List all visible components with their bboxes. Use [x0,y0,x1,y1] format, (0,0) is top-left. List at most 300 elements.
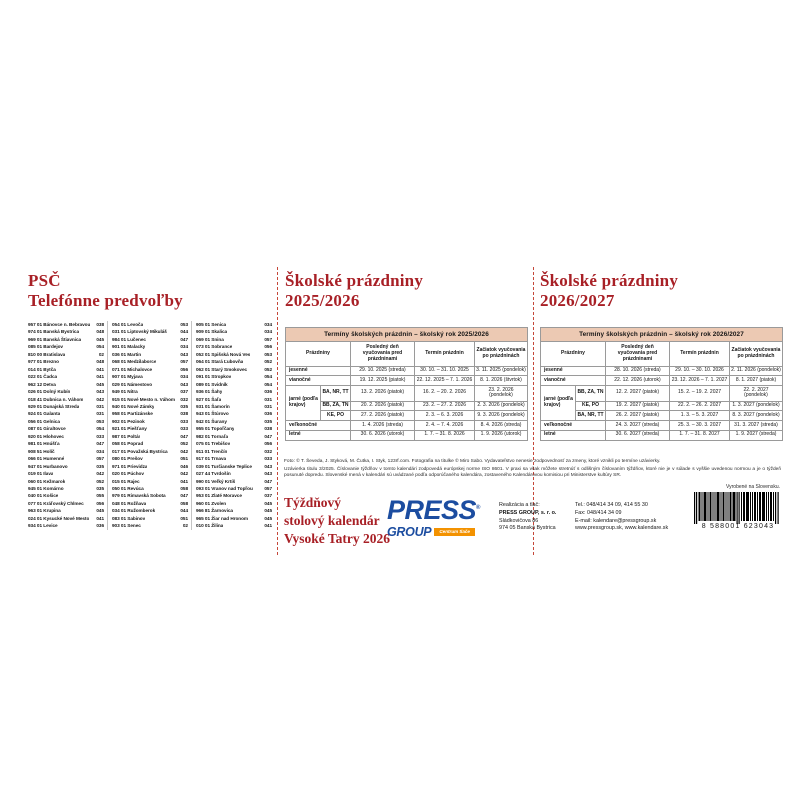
psc-phone-prefix: 056 [180,366,188,372]
psc-row [28,351,104,358]
psc-phone-prefix: 034 [180,344,188,350]
psc-city: 069 01 Snina [196,336,224,342]
holiday-row [541,366,783,376]
psc-city: 903 01 Senec [112,523,141,529]
publisher-block [499,502,556,533]
contact-block [575,502,668,533]
psc-row [196,373,272,380]
holiday-term: 22. 12. 2025 – 7. 1. 2026 [415,376,475,386]
psc-city: 015 01 Rajec [112,478,140,484]
school-restart: 1. 9. 2026 (utorok) [475,430,528,440]
psc-row [112,478,188,485]
psc-row [28,381,104,388]
psc-row [196,500,272,507]
publisher-city: 974 05 Banská Bystrica [499,525,556,532]
psc-city: 929 01 Dunajská Streda [28,403,80,409]
publisher-street: Sládkovičova 86 [499,517,539,524]
psc-city: 974 01 Banská Bystrica [28,329,80,335]
psc-phone-prefix: 034 [264,329,272,335]
psc-phone-prefix: 048 [96,359,104,365]
holiday-term: 1. 7. – 31. 8. 2027 [670,430,730,440]
psc-city: 963 01 Krupina [28,508,61,514]
psc-row [196,358,272,365]
psc-city: 062 01 Starý Smokovec [196,366,248,372]
psc-phone-prefix: 038 [96,322,104,327]
psc-phone-prefix: 035 [96,485,104,491]
holiday-row [541,430,783,440]
psc-city: 921 01 Piešťany [112,426,147,432]
psc-phone-prefix: 035 [180,403,188,409]
psc-row [196,321,272,328]
psc-city: 014 01 Bytča [28,366,56,372]
psc-city: 915 01 Nové Mesto n. Váhom [112,396,176,402]
region-group: BB, ZA, TN [321,401,351,411]
holiday-row [286,386,528,402]
school-restart: 8. 3. 2027 (pondelok) [730,411,783,421]
psc-phone-prefix: 057 [180,359,188,365]
psc-city: 943 01 Štúrovo [196,411,229,417]
psc-city: 960 01 Zvolen [196,500,227,506]
psc-row [112,358,188,365]
psc-row [28,470,104,477]
psc-phone-prefix: 054 [96,344,104,350]
col-header-prazdniny: Prázdniny [286,342,351,366]
psc-row [112,522,188,529]
psc-phone-prefix: 043 [180,351,188,357]
psc-title-line2: Telefónne predvoľby [28,291,183,311]
psc-row [112,403,188,410]
psc-city: 040 01 Košice [28,493,59,499]
psc-city: 936 01 Šahy [196,389,223,395]
psc-phone-prefix: 057 [264,336,272,342]
psc-city: 029 01 Námestovo [112,381,153,387]
psc-phone-prefix: 045 [264,500,272,506]
psc-row [196,470,272,477]
psc-row [196,440,272,447]
psc-city: 979 01 Rimavská Sobota [112,493,166,499]
psc-city: 075 01 Trebišov [196,441,231,447]
psc-row [28,485,104,492]
col-header-prazdniny: Prázdniny [541,342,606,366]
psc-city: 048 01 Rožňava [112,500,147,506]
psc-phone-prefix: 058 [180,485,188,491]
psc-row [28,440,104,447]
holiday-name: letné [541,430,606,440]
school-restart: 8. 1. 2026 (štvrtok) [475,376,528,386]
psc-row [196,343,272,350]
psc-row [28,448,104,455]
psc-row [28,433,104,440]
holiday-row [286,411,528,421]
psc-phone-prefix: 047 [264,478,272,484]
psc-city: 934 01 Levice [28,523,58,529]
psc-row [196,351,272,358]
psc-row [196,336,272,343]
psc-phone-prefix: 052 [264,366,272,372]
psc-row [112,328,188,335]
psc-phone-prefix: 041 [96,366,104,372]
psc-phone-prefix: 034 [96,448,104,454]
logo-press-wordmark [387,495,497,525]
school-restart: 8. 1. 2027 (piatok) [730,376,783,386]
last-school-day: 19. 12. 2025 (piatok) [351,376,415,386]
psc-phone-prefix: 051 [180,515,188,521]
publisher-name: PRESS GROUP, s. r. o. [499,509,557,516]
psc-row [28,507,104,514]
psc-phone-prefix: 058 [180,500,188,506]
psc-city: 077 01 Kráľovský Chlmec [28,500,84,506]
holiday-name: vianočné [286,376,351,386]
psc-phone-prefix: 044 [180,508,188,514]
psc-city: 027 44 Tvrdošín [196,471,231,477]
psc-city: 010 01 Žilina [196,523,224,529]
product-title-line2: stolový kalendár [284,512,380,528]
psc-row [112,381,188,388]
psc-city: 981 01 Hnúšťa [28,441,60,447]
holiday-row [286,421,528,431]
psc-phone-prefix: 053 [180,322,188,327]
region-group: BA, NR, TT [321,386,351,402]
holiday-name: jarné (podľa krajov) [541,386,576,421]
psc-phone-prefix: 033 [180,418,188,424]
psc-phone-prefix: 045 [96,336,104,342]
psc-phone-prefix: 047 [180,493,188,499]
psc-row [112,463,188,470]
psc-city: 034 01 Ružomberok [112,508,156,514]
psc-row [112,485,188,492]
psc-phone-prefix: 038 [264,426,272,432]
logo-group-text: GROUP [387,524,432,539]
psc-city: 905 01 Senica [196,322,227,327]
psc-city: 080 01 Prešov [112,456,143,462]
psc-column-3 [191,321,275,530]
psc-city: 036 01 Martin [112,351,142,357]
school-restart: 9. 3. 2026 (pondelok) [475,411,528,421]
psc-phone-prefix: 055 [96,493,104,499]
col-header-start: Začiatok vyučovania po prázdninách [475,342,528,366]
psc-city: 039 01 Turčianske Teplice [196,463,252,469]
holiday-term: 15. 2. – 19. 2. 2027 [670,386,730,402]
psc-row [28,321,104,328]
psc-city: 064 01 Stará Ľubovňa [196,359,244,365]
holiday-name: jesenné [286,366,351,376]
psc-row [196,418,272,425]
psc-phone-prefix: 052 [180,441,188,447]
region-group: KE, PO [321,411,351,421]
holiday-term: 29. 10. – 30. 10. 2026 [670,366,730,376]
credits-photo-line: Foto: © T. Ševeda, J. Styková, M. Čutka, I. Styk, 123rf.com. Fotografia na titulke © Miro Sabo. Vydavateľstvo nenesie zodpovednosť za zmeny, ktoré vznikli po termíne uzávierky. [284,459,661,464]
psc-row [112,440,188,447]
table-caption: Termíny školských prázdnin – školský rok 2025/2026 [286,328,528,342]
barcode-image [694,492,782,524]
psc-phone-prefix: 042 [96,471,104,477]
psc-title-line1: PSČ [28,271,61,290]
psc-city: 908 51 Holíč [28,448,55,454]
psc-row [28,522,104,529]
product-title-line3: Vysoké Tatry 2026 [284,530,391,546]
psc-phone-prefix: 034 [180,374,188,380]
psc-phone-prefix: 046 [180,463,188,469]
psc-row [112,433,188,440]
psc-phone-prefix: 054 [264,374,272,380]
psc-phone-prefix: 057 [264,485,272,491]
holiday-term: 23. 2. – 27. 2. 2026 [415,401,475,411]
psc-row [112,336,188,343]
psc-phone-prefix: 043 [180,381,188,387]
psc-phone-prefix: 045 [96,381,104,387]
psc-phone-prefix: 054 [264,381,272,387]
holiday-row [286,376,528,386]
psc-phone-prefix: 043 [96,389,104,395]
psc-city: 982 01 Tornaľa [196,433,229,439]
psc-city: 984 01 Lučenec [112,336,146,342]
psc-row [112,418,188,425]
psc-phone-prefix: 033 [96,433,104,439]
psc-city: 089 01 Svidník [196,381,228,387]
logo-group-row [387,525,497,539]
psc-city: 920 01 Hlohovec [28,433,64,439]
holiday-row [541,386,783,402]
holiday-row [541,421,783,431]
psc-city: 911 01 Trenčín [196,448,228,454]
psc-row [28,388,104,395]
last-school-day: 30. 6. 2027 (streda) [606,430,670,440]
last-school-day: 19. 2. 2027 (piatok) [606,401,670,411]
holiday-row [286,401,528,411]
psc-city: 087 01 Giraltovce [28,426,66,432]
school-restart: 8. 4. 2026 (streda) [475,421,528,431]
psc-row [112,396,188,403]
school-restart: 31. 3. 2027 (streda) [730,421,783,431]
psc-city: 927 01 Šaľa [196,396,222,402]
table-caption: Termíny školských prázdnin – školský rok 2026/2027 [541,328,783,342]
psc-phone-prefix: 045 [264,508,272,514]
psc-city: 957 01 Bánovce n. Bebravou [28,322,91,327]
psc-city: 947 01 Hurbanovo [28,463,68,469]
psc-phone-prefix: 036 [264,411,272,417]
psc-city: 990 01 Veľký Krtíš [196,478,236,484]
contact-fax: Fax: 048/414 34 09 [575,509,622,516]
psc-city: 026 01 Dolný Kubín [28,389,71,395]
holiday-row [286,366,528,376]
holiday-row [541,411,783,421]
psc-row [196,403,272,410]
psc-phone-prefix: 038 [180,411,188,417]
psc-phone-prefix: 047 [180,433,188,439]
school-restart: 23. 2. 2026 (pondelok) [475,386,528,402]
psc-row [196,388,272,395]
psc-city: 091 01 Stropkov [196,374,232,380]
psc-phone-prefix: 033 [180,426,188,432]
psc-row [28,463,104,470]
psc-phone-prefix: 042 [180,471,188,477]
psc-city: 058 01 Poprad [112,441,144,447]
psc-row [112,388,188,395]
psc-phone-prefix: 056 [96,500,104,506]
psc-phone-prefix: 052 [264,359,272,365]
psc-row [196,485,272,492]
holiday-term: 2. 4. – 7. 4. 2026 [415,421,475,431]
psc-city: 810 00 Bratislava [28,351,66,357]
psc-city: 017 01 Považská Bystrica [112,448,168,454]
holiday-term: 2. 3. – 6. 3. 2026 [415,411,475,421]
holidays-2026-title-line1: Školské prázdniny [540,271,679,290]
contact-web: www.pressgroup.sk, www.kalendare.sk [575,525,669,532]
psc-city: 071 01 Michalovce [112,366,153,372]
psc-phone-prefix: 02 [98,351,104,357]
holiday-name: veľkonočné [541,421,606,431]
psc-city: 924 01 Galanta [28,411,61,417]
press-group-logo [387,495,497,539]
psc-row [28,478,104,485]
psc-phone-prefix: 057 [96,456,104,462]
psc-phone-prefix: 041 [96,374,104,380]
col-header-last-day: Posledný deň vyučovania pred prázdninami [606,342,670,366]
psc-phone-prefix: 041 [180,478,188,484]
psc-city: 987 01 Poltár [112,433,141,439]
psc-phone-prefix: 056 [264,441,272,447]
psc-row [196,492,272,499]
psc-phone-prefix: 045 [96,508,104,514]
psc-phone-prefix: 036 [264,389,272,395]
psc-city: 966 81 Žarnovica [196,508,233,514]
school-restart: 3. 11. 2025 (pondelok) [475,366,528,376]
psc-phone-prefix: 035 [96,463,104,469]
psc-city: 953 01 Zlaté Moravce [196,493,242,499]
made-in-slovakia-label: Vyrobené na Slovensku. [725,484,780,490]
psc-row [28,366,104,373]
psc-phone-prefix: 034 [264,322,272,327]
psc-phone-prefix: 035 [264,418,272,424]
holiday-name: jarné (podľa krajov) [286,386,321,421]
psc-phone-prefix: 042 [96,396,104,402]
psc-row [28,328,104,335]
psc-phone-prefix: 042 [180,448,188,454]
school-restart: 1. 3. 2027 (pondelok) [730,401,783,411]
psc-phone-prefix: 031 [96,403,104,409]
psc-row [196,381,272,388]
psc-city: 085 01 Bardejov [28,344,63,350]
psc-phone-prefix: 054 [96,426,104,432]
psc-phone-prefix: 053 [96,418,104,424]
region-group: KE, PO [576,401,606,411]
psc-phone-prefix: 031 [264,396,272,402]
psc-city: 018 41 Dubnica n. Váhom [28,396,84,402]
psc-city: 054 01 Levoča [112,322,144,327]
psc-phone-prefix: 02 [182,523,188,529]
psc-row [112,492,188,499]
psc-row [196,366,272,373]
holiday-term: 23. 12. 2026 – 7. 1. 2027 [670,376,730,386]
last-school-day: 24. 3. 2027 (streda) [606,421,670,431]
psc-phone-prefix: 031 [96,411,104,417]
psc-row [196,410,272,417]
psc-city: 052 01 Spišská Nová Ves [196,351,251,357]
psc-row [196,455,272,462]
psc-phone-prefix: 032 [264,448,272,454]
psc-city: 024 01 Kysucké Nové Mesto [28,515,90,521]
psc-prefix-list [28,321,275,530]
barcode-digits: 8 588001 623043 [694,523,782,531]
last-school-day: 1. 4. 2026 (streda) [351,421,415,431]
product-title-line1: Týždňový [284,495,342,510]
psc-row [112,507,188,514]
psc-row [196,522,272,529]
psc-row [28,358,104,365]
psc-city: 969 01 Banská Štiavnica [28,336,82,342]
psc-city: 020 01 Púchov [112,471,144,477]
psc-city: 083 01 Sabinov [112,515,146,521]
product-title [284,494,390,547]
psc-row [196,507,272,514]
psc-row [196,463,272,470]
psc-row [196,478,272,485]
psc-city: 971 01 Prievidza [112,463,148,469]
psc-city: 031 01 Liptovský Mikuláš [112,329,167,335]
holiday-name: vianočné [541,376,606,386]
psc-phone-prefix: 033 [264,456,272,462]
last-school-day: 30. 6. 2026 (utorok) [351,430,415,440]
psc-city: 902 01 Pezinok [112,418,145,424]
psc-row [112,500,188,507]
holidays-2025-title-line2: 2025/2026 [285,291,360,311]
psc-row [196,328,272,335]
psc-row [112,448,188,455]
holiday-term: 25. 3. – 30. 3. 2027 [670,421,730,431]
contact-email: E-mail: kalendare@pressgroup.sk [575,517,657,524]
psc-city: 958 01 Partizánske [112,411,153,417]
holidays-2025-title-line1: Školské prázdniny [285,271,424,290]
holiday-term: 1. 7. – 31. 8. 2026 [415,430,475,440]
psc-phone-prefix: 048 [96,329,104,335]
psc-phone-prefix: 045 [264,515,272,521]
contact-tel: Tel.: 048/414 34 09, 414 55 30 [575,502,648,508]
psc-row [112,351,188,358]
holiday-row [541,376,783,386]
last-school-day: 22. 12. 2026 (utorok) [606,376,670,386]
psc-city: 955 01 Topoľčany [196,426,235,432]
psc-city: 942 01 Šurany [196,418,227,424]
psc-row [28,336,104,343]
psc-title [28,271,183,312]
psc-phone-prefix: 043 [264,463,272,469]
psc-row [112,410,188,417]
holiday-name: jesenné [541,366,606,376]
psc-city: 965 01 Žiar nad Hronom [196,515,249,521]
last-school-day: 20. 2. 2026 (piatok) [351,401,415,411]
psc-phone-prefix: 051 [180,456,188,462]
psc-row [28,515,104,522]
psc-city: 019 01 Ilava [28,471,54,477]
psc-row [28,425,104,432]
psc-row [112,366,188,373]
logo-tagline: Centrum tlače [434,528,475,536]
psc-phone-prefix: 037 [180,389,188,395]
holiday-term: 22. 2. – 26. 2. 2027 [670,401,730,411]
psc-row [112,373,188,380]
last-school-day: 13. 2. 2026 (piatok) [351,386,415,402]
psc-phone-prefix: 053 [264,351,272,357]
psc-phone-prefix: 044 [180,329,188,335]
psc-row [28,403,104,410]
publisher-label: Realizácia a tlač: [499,502,540,508]
psc-city: 068 01 Medzilaborce [112,359,157,365]
psc-row [112,455,188,462]
registered-trademark-icon: ® [476,505,480,511]
psc-phone-prefix: 052 [96,478,104,484]
school-restart: 22. 2. 2027 (pondelok) [730,386,783,402]
psc-city: 931 01 Šamorín [196,403,230,409]
